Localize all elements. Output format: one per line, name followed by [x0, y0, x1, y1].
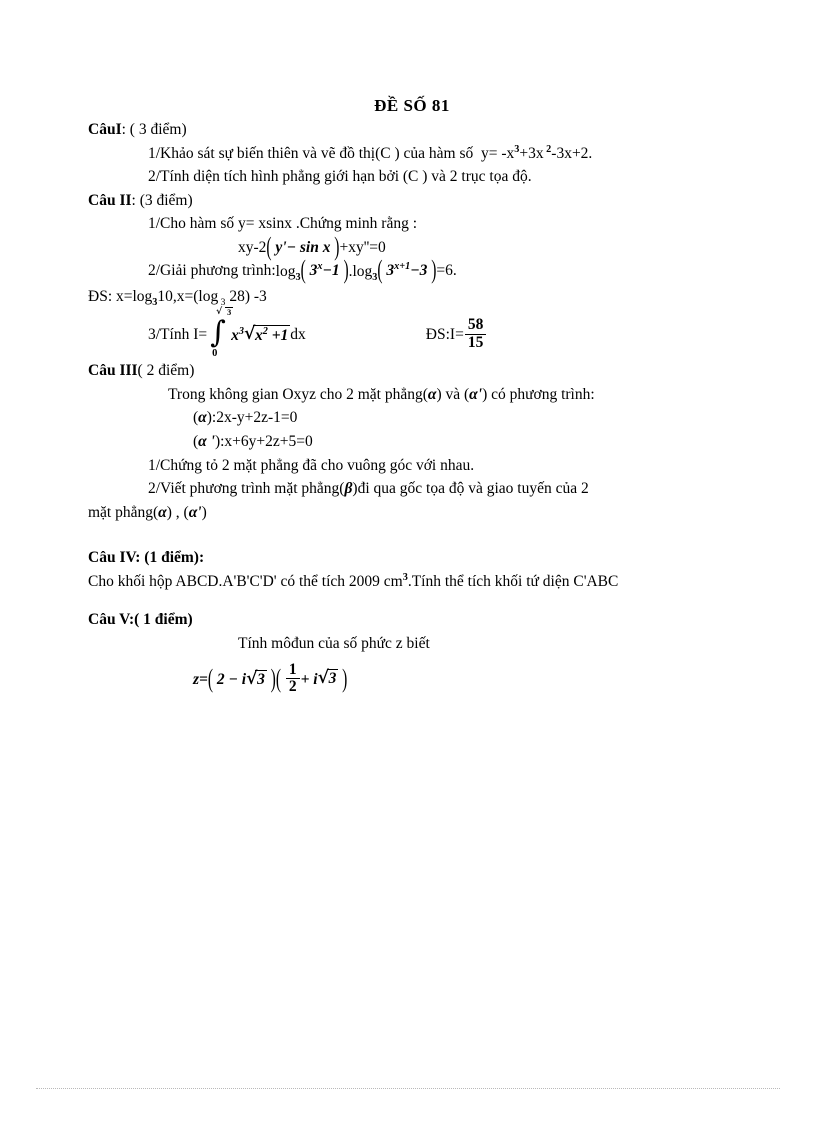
last-alpha-prime-symbol: α' — [188, 503, 202, 521]
section-heading-4-label: Câu IV — [88, 549, 136, 567]
integral-upper-limit: √ 3 — [216, 307, 233, 318]
section-2-item-3 — [88, 308, 736, 360]
footer-divider — [36, 1088, 780, 1089]
z-first-factor: ( 2 − i √ 3 ) — [208, 670, 276, 689]
section-4-body-b: .Tính thể tích khối tứ diện C'ABC — [407, 572, 619, 590]
section-3-last-a: mặt phẳng( — [88, 503, 159, 521]
eq-xy-right: +xy''=0 — [339, 238, 386, 256]
eq2-open: ( — [193, 433, 199, 451]
z-frac-den: 2 — [286, 678, 300, 696]
section-1-item-2 — [88, 165, 736, 189]
beta-symbol: β — [344, 480, 353, 498]
section-2-item-2 — [88, 259, 736, 285]
integral-lower-limit: 0 — [212, 348, 218, 360]
integral-answer-label: ĐS:I= — [425, 326, 464, 344]
z-frac-num: ( 1 — [288, 660, 297, 678]
section-2-equation-1 — [88, 236, 736, 260]
last-alpha-symbol: α — [158, 503, 167, 521]
section-4-body-a: Cho khối hộp ABCD.A'B'C'D' có thể tích 2009 cm — [88, 572, 403, 590]
section-heading-5-label: Câu V — [88, 611, 129, 629]
section-2-item-2-text: 2/Giải phương trình: — [148, 262, 276, 280]
section-3-equation-1 — [88, 406, 736, 430]
section-3-item-1 — [88, 454, 736, 478]
integrand-sqrt: √ $x^2 +1$ — [244, 325, 290, 345]
section-heading-2 — [88, 189, 736, 213]
integral-answer-fraction — [465, 317, 487, 351]
document-body — [88, 96, 736, 697]
fraction-denominator: 15 — [465, 334, 487, 352]
section-3-intro-c: ) có phương trình: — [482, 385, 595, 403]
integral-sign — [208, 308, 232, 360]
section-3-item-2 — [88, 477, 736, 501]
section-2-item-1-text: 1/Cho hàm số y= xsinx .Chứng minh rằng : — [148, 215, 418, 233]
section-3-last-line — [88, 501, 736, 525]
section-heading-1-points: : ( 3 điểm) — [121, 121, 187, 138]
section-4-body — [88, 570, 736, 594]
section-1-item-2-text: 2/Tính diện tích hình phẳng giới hạn bởi (C ) và 2 trục tọa độ. — [148, 168, 532, 186]
alpha-prime-symbol: α' — [469, 385, 483, 403]
section-3-intro-a: Trong không gian Oxyz cho 2 mặt phẳng( — [168, 385, 428, 403]
eq-log-result: =6. — [436, 262, 457, 280]
section-3-item-2-text: 2/Viết phương trình mặt phẳng( — [148, 480, 345, 498]
eq2-alpha-prime: α ' — [198, 433, 215, 451]
eq-xy-left: xy-2 — [238, 238, 267, 256]
eq1-alpha: α — [198, 409, 207, 427]
section-3-item-2-tail: )đi qua gốc tọa độ và giao tuyến của 2 — [352, 480, 589, 498]
section-heading-1-label: CâuI — [88, 121, 122, 138]
z-second-factor: ( $\frac{1}{2}$ + i √ 3 ) — [276, 663, 348, 697]
section-heading-5 — [88, 608, 736, 632]
z-label: z= — [193, 670, 208, 688]
section-1-item-1-text: 1/Khảo sát sự biến thiên và vẽ đồ thị(C ) của hàm số $y= -x^3+3x$ $^2$-3x+2. — [148, 143, 593, 162]
integrand-dx: dx — [290, 326, 306, 344]
section-2-item-3-label: 3/Tính I= — [148, 326, 208, 344]
section-5-item-1 — [88, 632, 736, 656]
section-heading-5-points: :( 1 điểm) — [128, 611, 193, 629]
eq-xy-paren: ( y'− sin x ) — [266, 236, 339, 260]
section-heading-4-points: : (1 điểm): — [135, 549, 205, 567]
section-3-item-1-text: 1/Chứng tỏ 2 mặt phẳng đã cho vuông góc với nhau. — [148, 456, 475, 474]
section-3-last-c: ) — [201, 503, 207, 521]
section-1-item-1 — [88, 142, 736, 166]
section-heading-3 — [88, 359, 736, 383]
section-3-intro — [88, 383, 736, 407]
eq-log-expression: $\log_3$ ( $3^x-1$ ) $.\log_3$ ( $3^{x+1}-3$ ) — [276, 263, 437, 280]
section-5-item-1-text: Tính môđun của số phức z biết — [238, 635, 430, 653]
integrand-prefix: $x^3$ — [231, 325, 244, 344]
section-heading-3-label: Câu III — [88, 362, 138, 380]
section-2-item-1 — [88, 212, 736, 236]
section-heading-2-label: Câu II — [88, 191, 132, 209]
fraction-numerator: 58 — [467, 315, 484, 333]
section-3-equation-2 — [88, 430, 736, 454]
eq1-rest: ):2x-y+2z-1=0 — [206, 409, 298, 427]
section-heading-2-points: : (3 điểm) — [131, 191, 193, 209]
page-title: ĐỀ SỐ 81 — [374, 96, 450, 115]
section-3-intro-b: ) và ( — [436, 385, 470, 403]
eq2-rest: ):x+6y+2z+5=0 — [214, 433, 313, 451]
alpha-symbol: α — [427, 385, 437, 403]
section-heading-4 — [88, 546, 736, 570]
eq1-open: ( — [193, 409, 199, 427]
section-4-body-sup: 3 — [402, 571, 408, 583]
section-2-answer-1 — [88, 285, 736, 311]
section-5-equation — [88, 660, 736, 697]
section-3-last-b: ) , ( — [166, 503, 189, 521]
section-heading-3-points: ( 2 điểm) — [137, 362, 195, 380]
section-heading-1 — [88, 118, 736, 142]
integral-glyph: ∫ — [210, 315, 226, 351]
section-2-answer-1-text: ĐS: $x=\log_310,x=(\log$ $_3$ 28) -3 — [88, 288, 267, 309]
